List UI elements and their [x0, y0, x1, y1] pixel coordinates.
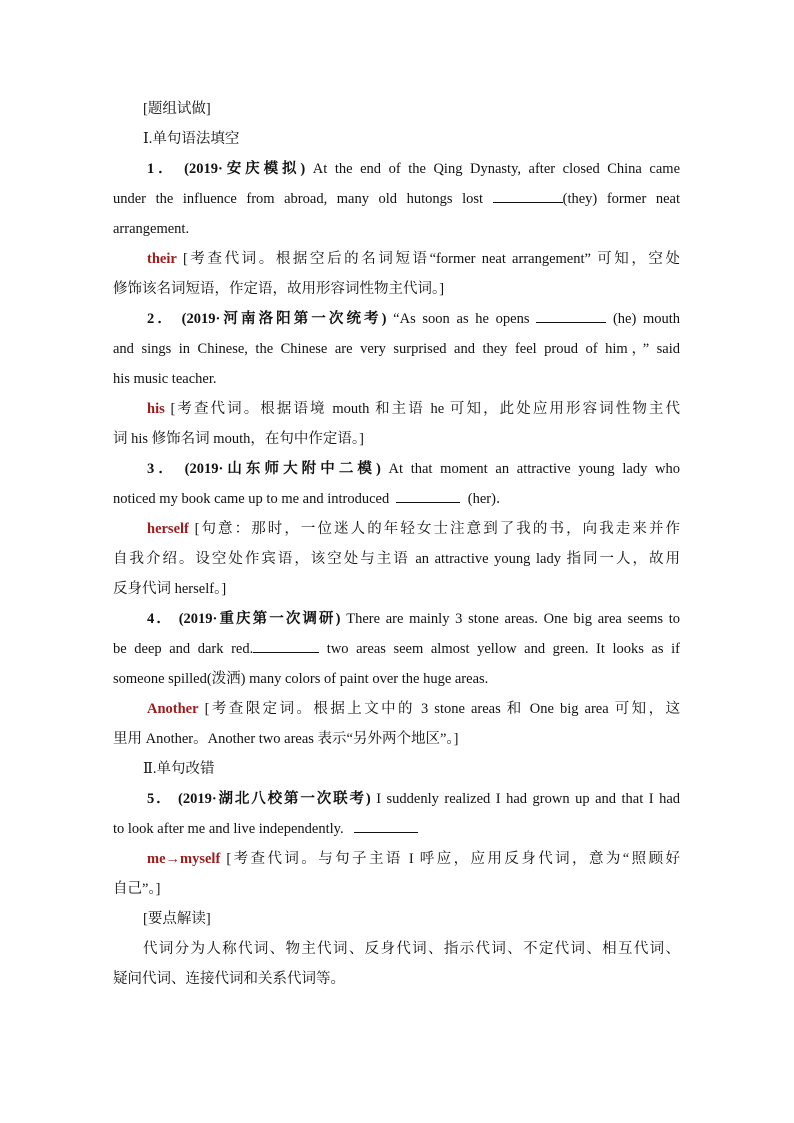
explanation-1: [考查代词。根据空后的名词短语“former neat arrangement” 可知，空处 — [183, 251, 681, 267]
question-3-number: 3． — [147, 461, 177, 477]
question-5-line-1 — [113, 784, 680, 814]
question-3-blank[interactable] — [396, 488, 460, 503]
tips-line-1: 代词分为人称代词、物主代词、反身代词、指示代词、不定代词、相互代词、 — [143, 941, 680, 957]
document-page — [113, 94, 680, 994]
explanation-3: [句意：那时，一位迷人的年轻女士注意到了我的书，向我走来并作 — [194, 521, 681, 537]
answer-5: me→myself — [147, 851, 221, 867]
question-3-line-2 — [113, 484, 680, 514]
question-3-text: (her)． — [467, 491, 511, 507]
question-2-blank[interactable] — [536, 308, 606, 323]
tips-line-2: 疑问代词、连接代词和关系代词等。 — [113, 971, 345, 987]
question-5-blank[interactable] — [354, 818, 418, 833]
question-5-source: (2019·湖北八校第一次联考) — [178, 791, 371, 807]
question-4-source: (2019·重庆第一次调研) — [178, 611, 341, 627]
answer-5-line-2: 自己”。] — [113, 881, 161, 897]
question-1-line-2 — [113, 184, 680, 214]
answer-3-line-2: 自我介绍。设空处作宾语，该空处与主语 an attractive young lady 指同一人，故用 — [113, 551, 680, 567]
explanation-5: [考查代词。与句子主语 I 呼应，应用反身代词，意为“照顾好 — [226, 851, 681, 867]
question-4-blank[interactable] — [253, 638, 319, 653]
question-5-line-2 — [113, 814, 680, 844]
question-5-text: to look after me and live independently. — [113, 821, 344, 837]
answer-4-line-1 — [113, 694, 680, 724]
question-4-text: two areas seem almost yellow and green. It looks as if — [326, 641, 680, 657]
question-4-number: 4． — [147, 611, 173, 627]
question-3-line-1 — [113, 454, 680, 484]
question-2-line-2: and sings in Chinese, the Chinese are very surprised and they feel proud of him，” said — [113, 341, 680, 357]
question-1-blank[interactable] — [493, 188, 563, 203]
question-4-line-3: someone spilled(泼洒) many colors of paint over the huge areas. — [113, 671, 489, 687]
question-4-text: There are mainly 3 stone areas. One big area seems to — [346, 611, 681, 627]
answer-2-line-1 — [113, 394, 680, 424]
question-4-line-2 — [113, 634, 680, 664]
explanation-2: [考查代词。根据语境 mouth 和主语 he 可知，此处应用形容词性物主代 — [170, 401, 681, 417]
question-4-text: be deep and dark red. — [113, 641, 254, 657]
question-1-text: (they) former neat — [562, 191, 680, 207]
answer-4-line-2: 里用 Another。Another two areas 表示“另外两个地区”。] — [113, 731, 459, 747]
question-2-line-1 — [113, 304, 680, 334]
answer-3: herself — [147, 521, 189, 537]
answer-3-line-3: 反身代词 herself。] — [113, 581, 227, 597]
explanation-4: [考查限定词。根据上文中的 3 stone areas 和 One big area 可知，这 — [204, 701, 681, 717]
question-2-line-3: his music teacher. — [113, 371, 217, 387]
question-1-line-3: arrangement. — [113, 221, 190, 237]
question-1-line-1 — [113, 154, 680, 184]
question-5-text: I suddenly realized I had grown up and that I had — [376, 791, 681, 807]
question-1-text: At the end of the Qing Dynasty, after closed China came — [312, 161, 681, 177]
question-1-source: (2019·安庆模拟) — [184, 161, 306, 177]
section-title-error-correction: Ⅱ.单句改错 — [143, 761, 215, 777]
question-1-text: under the influence from abroad, many old hutongs lost — [113, 191, 484, 207]
question-1-number: 1． — [147, 161, 177, 177]
question-2-number: 2． — [147, 311, 175, 327]
question-2-source: (2019·河南洛阳第一次统考) — [181, 311, 387, 327]
answer-2: his — [147, 401, 165, 417]
answer-5-line-1 — [113, 844, 680, 874]
question-2-text: (he) mouth — [612, 311, 681, 327]
answer-2-line-2: 词 his 修饰名词 mouth，在句中作定语。] — [113, 431, 364, 447]
question-2-text: “As soon as he opens — [393, 311, 530, 327]
question-3-text: At that moment an attractive young lady who — [388, 461, 681, 477]
answer-1-line-1 — [113, 244, 680, 274]
tips-title: [要点解读] — [143, 911, 211, 927]
answer-1: their — [147, 251, 177, 267]
question-4-line-1 — [113, 604, 680, 634]
section-title-fill-in: Ⅰ.单句语法填空 — [143, 131, 240, 147]
answer-1-line-2: 修饰该名词短语，作定语，故用形容词性物主代词。] — [113, 281, 445, 297]
answer-4: Another — [147, 701, 199, 717]
answer-3-line-1 — [113, 514, 680, 544]
question-3-text: noticed my book came up to me and introduced — [113, 491, 390, 507]
question-5-number: 5． — [147, 791, 173, 807]
group-title: [题组试做] — [143, 101, 211, 117]
question-3-source: (2019·山东师大附中二模) — [184, 461, 381, 477]
